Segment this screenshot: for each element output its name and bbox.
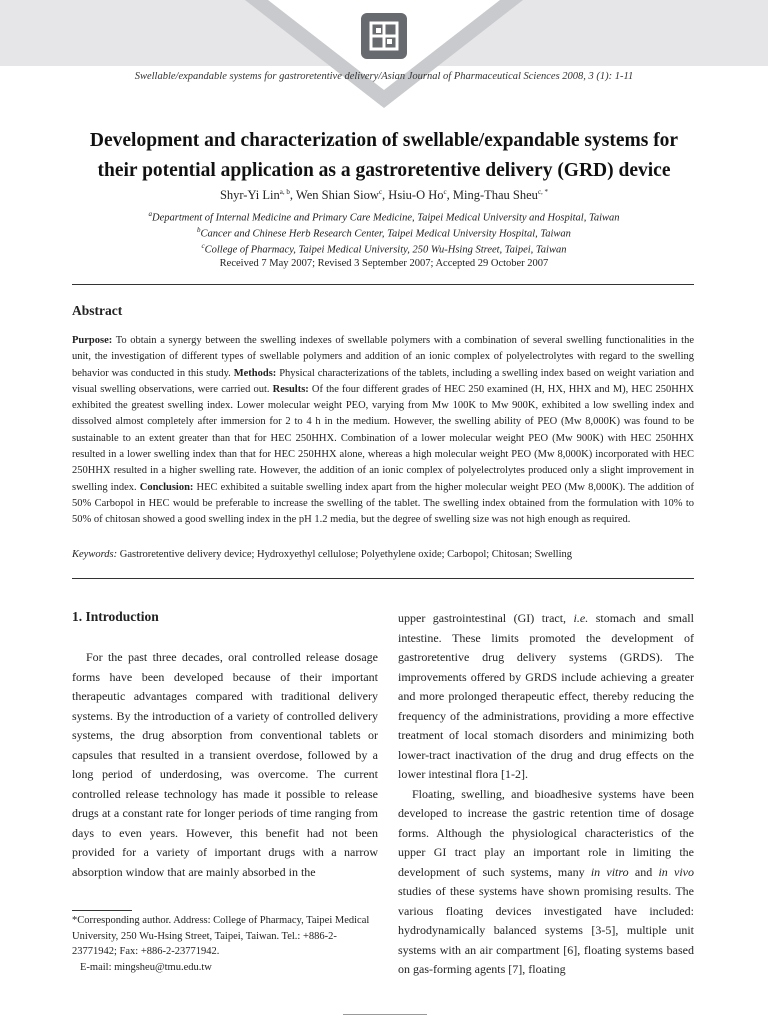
paragraph: For the past three decades, oral controlled release dosage forms have been developed because of their important therapeutic advantages compared with traditional delivery systems. By the introduction of a variety of controlled delivery systems, the drug absorption from conventional tablets or capsules that resulted in a transient overdose, followed by a long period of underdosing, was overcome. The current controlled release technology has made it possible to release drugs at a constant rate for longer periods of time ranging from days to even years. However, this benefit had not been provided for a variety of important drugs with a narrow absorption window that are mainly absorbed in the xyxy=(72,650,378,879)
journal-logo-icon xyxy=(361,13,407,59)
paragraph: Floating, swelling, and bioadhesive systems have been developed to increase the gastric retention time of dosage forms. Although the physiological characteristics of the upper GI tract play an important role in limiting the development of such systems, many in vitro and in vivo studies of these systems have shown promising results. The various floating devices investigated have included: hydrodynamically balanced systems [3-5], multiple unit systems with an air compartment [6], floating systems based on gas-forming agents [7], floating xyxy=(398,786,694,976)
author-name: Shyr-Yi Lin xyxy=(219,188,280,203)
abstract-body: Purpose: To obtain a synergy between the swelling indexes of swellable polymers with a combination of several swelling functionalities in the unit, the investigation of different types of swellable polymers and addition of an ionic complex of polyelectrolytes with regard to the swelling behavior was conducted in this study. Methods: Physical characterizations of the tablets, including a swelling index based on weight variation and visual swelling observations, were carried out. Results: Of the four different grades of HEC 250 examined (H, HX, HHX and M), HEC 250HHX exhibited the greatest swelling index. Lower molecular weight PEO, varying from Mw 100K to Mw 900K, exhibited a low swelling index and dissolved almost completely after immersion for 2 to 4 h in the medium. However, the swelling ability of PEO (Mw 8,000K) was found to be sustainable to an extent greater than that for HEC 250HHX. Combination of a lower molecular weight PEO (Mw 900K) with HEC 250HHX resulted in a lower swelling index than that for HEC 250HHX alone, whereas a high molecular weight PEO (Mw 8,000K) incorporated with HEC 250HHX resulted in a higher swelling rate. However, the addition of an ionic complex of polyelectrolytes produced only a slight improvement in swelling index. Conclusion: HEC exhibited a suitable swelling index apart from the higher molecular weight PEO (Mw 8,000K). The addition of 50% Carbopol in HEC would be preferable to increase the swelling of the tablet. The swelling index obtained from the formulation with 10% to 50% of chitosan showed a good swelling index in the pH 1.2 media, but the degree of swelling size was not high enough as required. xyxy=(72,335,695,526)
abstract-heading: Abstract xyxy=(72,303,123,318)
affiliation-c: $^c$College of Pharmacy, Taipei Medical University, 250 Wu-Hsing Street, Taipei, Taiwan xyxy=(201,242,567,256)
divider xyxy=(72,284,694,285)
author-affiliation-mark: c xyxy=(443,188,447,196)
article-title xyxy=(50,126,718,186)
author-affiliation-mark: a, b xyxy=(279,188,290,196)
received-dates: Received 7 May 2007; Revised 3 September 2007; Accepted 29 October 2007 xyxy=(219,258,549,269)
left-column xyxy=(72,648,378,882)
right-column xyxy=(398,609,694,980)
author-affiliation-mark: c, * xyxy=(537,188,549,196)
affiliation-b: $^b$Cancer and Chinese Herb Research Center, Taipei Medical University Hospital, Taiwan xyxy=(197,226,571,240)
author-list: Shyr-Yi Lin$^{a, b}$, Wen Shian Siow$^c$, Hsiu-O Ho$^c$, Ming-Thau Sheu$^{c, *}$ xyxy=(219,188,549,203)
keywords: Keywords: Gastroretentive delivery device; Hydroxyethyl cellulose; Polyethylene oxide; Carbopol; Chitosan; Swelling xyxy=(72,549,573,560)
section-heading: 1. Introduction xyxy=(72,609,159,624)
author-name: Wen Shian Siow xyxy=(295,188,379,203)
paragraph: upper gastrointestinal (GI) tract, i.e. stomach and small intestine. These limits promoted the development of gastroretentive drug delivery systems (GRDS). The improvements offered by GRDS include achieving a greater and more prolonged therapeutic effect, thereby reducing the frequency of the administrations, providing a more effective treatment of local stomach disorders and minimizing both lower-tract inactivation of the drug and drug effects on the lower intestinal flora [1-2]. xyxy=(398,611,694,781)
corresponding-author-footnote: *Corresponding author. Address: College of Pharmacy, Taipei Medical University, 250 Wu-Hsing Street, Taipei, Taiwan. Tel.: +886-2-23771942; Fax: +886-2-23771942. E-mail: mingsheu@tmu.edu.tw xyxy=(72,913,378,975)
title-line-1: Development and characterization of swellable/expandable systems for xyxy=(89,130,679,151)
divider xyxy=(72,578,694,579)
page-footer-line xyxy=(343,1014,427,1015)
footnote-divider xyxy=(72,910,132,911)
affiliation-a: $^a$Department of Internal Medicine and Primary Care Medicine, Taipei Medical University and Hospital, Taiwan xyxy=(148,210,620,224)
author-name: Ming-Thau Sheu xyxy=(452,188,538,203)
title-line-2: their potential application as a gastroretentive delivery (GRD) device xyxy=(97,160,671,181)
author-affiliation-mark: c xyxy=(378,188,383,196)
running-header: Swellable/expandable systems for gastroretentive delivery/Asian Journal of Pharmaceutical Sciences 2008, 3 (1): 1-11 xyxy=(134,71,634,82)
author-email[interactable]: E-mail: mingsheu@tmu.edu.tw xyxy=(80,961,212,973)
author-name: Hsiu-O Ho xyxy=(388,188,444,203)
